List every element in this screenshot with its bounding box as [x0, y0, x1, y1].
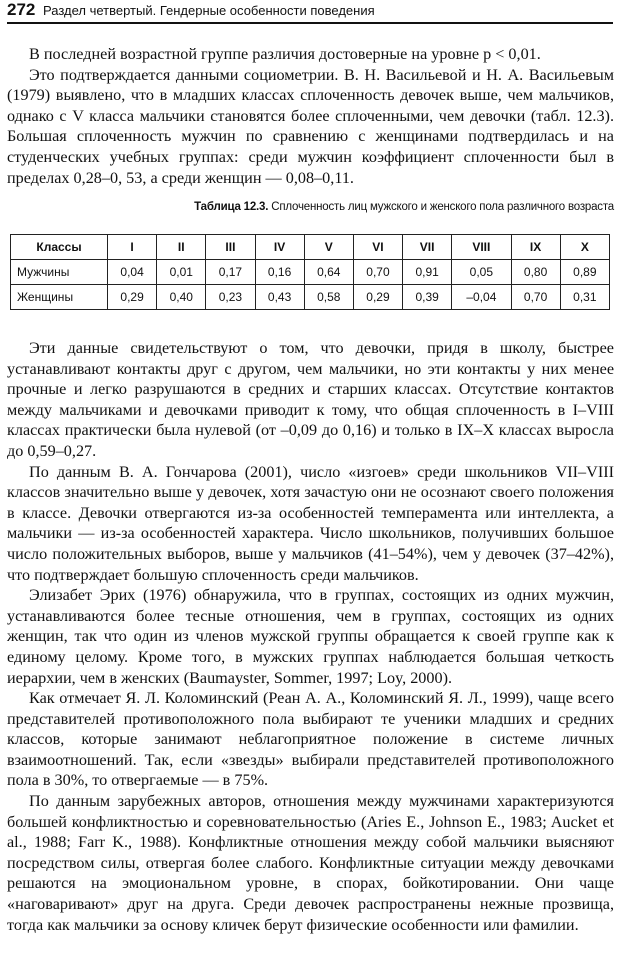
paragraph: По данным зарубежных авторов, отношения между мужчинами характеризуются большей конфликтностью и соревновательностью (Aries E., Johnson E., 1983; Aucket et al., 1988; Farr K., 1988). Конфликтные отношения между собой мальчики выясняют посредством силы, отвергая более слабого. Конфликтные ситуации между девочками решаются на эмоциональном уровне, в спорах, бойкотировании. Они чаще «наговаривают» друг на друга. Среди девочек распространены нежные прозвища, тогда как мальчики за основу кличек берут физические особенности или фамилии.: [7, 792, 614, 934]
table-cell: 0,17: [206, 260, 255, 285]
table-cell: 0,91: [403, 260, 452, 285]
table-header-cell: I: [108, 235, 157, 260]
paragraph: В последней возрастной группе различия достоверные на уровне p < 0,01.: [29, 45, 541, 63]
table-cell: 0,05: [452, 260, 511, 285]
table-header-cell: VI: [353, 235, 402, 260]
table-cell: 0,80: [511, 260, 560, 285]
paragraph: Элизабет Эрих (1976) обнаружила, что в группах, состоящих из одних мужчин, устанавливаются более тесные отношения, чем в группах, состоящих из одних женщин, так что один из членов мужской группы обращается к своей группе как к единому целому. Кроме того, в мужских группах наблюдается большая четкость иерархии, чем в женских (Baumayster, Sommer, 1997; Loy, 2000).: [7, 586, 614, 687]
paragraph: По данным В. А. Гончарова (2001), число «изгоев» среди школьников VII–VIII классов значительно выше у девочек, хотя зачастую они не осознают своего положения в классе. Девочки отвергаются из-за особенностей темперамента или интеллекта, а мальчики — из-за особенностей характера. Число школьников, получивших большое число положительных выборов, выше у мальчиков (41–54%), чем у девочек (37–42%), что подтверждает большую сплоченность среди мальчиков.: [7, 462, 614, 584]
table-cell: 0,29: [353, 285, 402, 310]
table-header-cell: VII: [403, 235, 452, 260]
table-cell: 0,89: [560, 260, 609, 285]
table-header-cell: VIII: [452, 235, 511, 260]
cohesion-table: [10, 234, 610, 310]
table-row: [11, 260, 610, 285]
table-row-label: Женщины: [11, 285, 108, 310]
table-cell: 0,70: [511, 285, 560, 310]
page-number: 272: [7, 0, 36, 19]
table-cell: 0,31: [560, 285, 609, 310]
table-cell: –0,04: [452, 285, 511, 310]
table-cell: 0,43: [255, 285, 304, 310]
table-cell: 0,64: [304, 260, 353, 285]
paragraph: Как отмечает Я. Л. Коломинский (Реан А. А., Коломинский Я. Л., 1999), чаще всего представителей противоположного пола выбирают те ученики младших и средних классов, которые занимают неблагоприятное положение в системе личных взаимоотношений. Так, если «звезды» выбирали представителей противоположного пола в 30%, то отвергаемые — в 75%.: [7, 689, 614, 790]
table-cell: 0,58: [304, 285, 353, 310]
table-header-cell: IX: [511, 235, 560, 260]
table-caption-text: Сплоченность лиц мужского и женского пола различного возраста: [271, 201, 614, 213]
bottom-text-block: [7, 338, 614, 935]
table-row: [11, 285, 610, 310]
table-header-cell: X: [560, 235, 609, 260]
table-caption-label: Таблица 12.3.: [194, 201, 269, 213]
table-cell: 0,40: [157, 285, 206, 310]
table-header-cell: IV: [255, 235, 304, 260]
table-row-label: Мужчины: [11, 260, 108, 285]
paragraph: Это подтверждается данными социометрии. В. Н. Васильевой и Н. А. Васильевым (1979) выявлено, что в младших классах сплоченность девочек выше, чем мальчиков, однако с V класса мальчики становятся более сплоченными, чем девочки (табл. 12.3). Большая сплоченность мужчин по сравнению с женщинами подтвердилась и на студенческих учебных группах: среди мужчин коэффициент сплоченности был в пределах 0,28–0, 53, а среди женщин — 0,08–0,11.: [7, 65, 614, 187]
top-text-block: [7, 44, 614, 188]
table-header-cell: Классы: [11, 235, 108, 260]
table-header-row: [11, 235, 610, 260]
paragraph: Эти данные свидетельствуют о том, что девочки, придя в школу, быстрее устанавливают контакты друг с другом, чем мальчики, но эти контакты у них менее прочные и легко разрушаются в средних и старших классах. Отсутствие контактов между мальчиками и девочками приводит к тому, что общая сплоченность в I–VIII классах практически была нулевой (от –0,09 до 0,16) и только в IX–X классах выросла до 0,59–0,27.: [7, 339, 614, 460]
table-header-cell: III: [206, 235, 255, 260]
table-cell: 0,01: [157, 260, 206, 285]
section-title: Раздел четвертый. Гендерные особенности поведения: [43, 3, 375, 18]
table-header-cell: II: [157, 235, 206, 260]
table-cell: 0,29: [108, 285, 157, 310]
table-cell: 0,23: [206, 285, 255, 310]
table-cell: 0,39: [403, 285, 452, 310]
table-caption: [7, 201, 614, 213]
table-cell: 0,70: [353, 260, 402, 285]
table-header-cell: V: [304, 235, 353, 260]
table-cell: 0,04: [108, 260, 157, 285]
page-header: [7, 2, 613, 24]
table-cell: 0,16: [255, 260, 304, 285]
